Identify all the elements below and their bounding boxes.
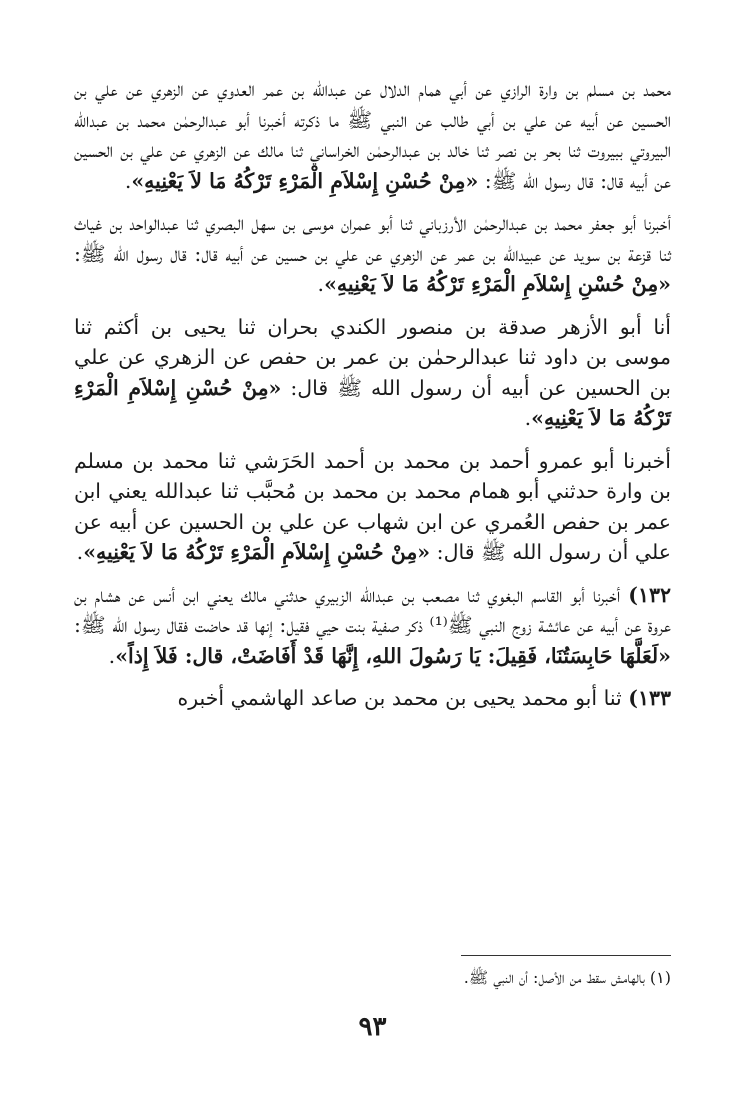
paragraph-4-hadith-quote: «مِنْ حُسْنِ إِسْلاَمِ الْمَرْءِ تَرْكُهُ مَا لاَ يَعْنِيهِ» — [83, 540, 431, 564]
footnote-separator — [461, 955, 671, 956]
paragraph-132-text: أخبرنا أبو القاسم البغوي ثنا مصعب بن عبدالله الزبيري حدثني مالك يعني ابن أنس عن هشام بن عروة عن أبيه عن عائشة زوج النبي ﷺ⁽¹⁾ ذكر صفية بنت حيي فقيل: إنها قد حاضت فقال رسول الله ﷺ: — [74, 582, 671, 637]
paragraph-4-tail: . — [76, 540, 84, 564]
paragraph-3 — [74, 312, 671, 434]
paragraph-4 — [74, 446, 671, 568]
paragraph-132-tail: . — [108, 643, 116, 668]
footnote: (١) بالهامش سقط من الأصل: أن النبي ﷺ. — [463, 968, 671, 987]
paragraph-133 — [74, 683, 671, 714]
paragraph-4-text: أخبرنا أبو عمرو أحمد بن محمد بن أحمد الحَرَشي ثنا محمد بن مسلم بن وارة حدثني أبو همام محمد بن محمد بن مُحبَّب ثنا عبدالله يعني ابن عمر بن حفص العُمري عن ابن شهاب عن علي بن الحسين عن أبيه عن علي أن رسول الله ﷺ قال: — [74, 448, 671, 564]
paragraph-3-text: أنا أبو الأزهر صدقة بن منصور الكندي بحران ثنا يحيى بن أكثم ثنا موسى بن داود ثنا عبدالرحمٰن بن عمر بن حفص عن الزهري عن علي بن الحسين عن أبيه أن رسول الله ﷺ قال: — [74, 314, 671, 400]
paragraph-1 — [74, 74, 671, 196]
paragraph-3-tail: . — [524, 406, 532, 430]
paragraph-133-text: ثنا أبو محمد يحيى بن محمد بن صاعد الهاشمي أخبره — [177, 686, 622, 710]
paragraph-2 — [74, 208, 671, 300]
paragraph-1-text: محمد بن مسلم بن وارة الرازي عن أبي همام الدلال عن عبدالله بن عمر العدوي عن الزهري عن علي بن الحسين عن أبيه عن علي بن أبي طالب عن النبي ﷺ ما ذكرته أخبرنا أبو عبدالرحمٰن محمد بن عبدالله البيروتي ببيروت ثنا بحر بن نصر ثنا خالد بن عبدالرحمٰن الخراساني ثنا مالك عن الزهري عن علي بن الحسين عن أبيه قال: قال رسول الله ﷺ: — [74, 77, 671, 193]
page-number: ٩٣ — [358, 1012, 387, 1042]
hadith-number-132: ١٣٢) — [628, 582, 671, 607]
hadith-number-133: ١٣٣) — [628, 686, 671, 710]
paragraph-2-hadith-quote: «مِنْ حُسْنِ إِسْلاَمِ الْمَرْءِ تَرْكُهُ مَا لاَ يَعْنِيهِ» — [324, 272, 671, 296]
paragraph-3-hadith-quote: «مِنْ حُسْنِ إِسْلاَمِ الْمَرْءِ تَرْكُهُ مَا لاَ يَعْنِيهِ» — [74, 375, 671, 430]
paragraph-1-hadith-quote: «مِنْ حُسْنِ إِسْلاَمِ الْمَرْءِ تَرْكُهُ مَا لاَ يَعْنِيهِ» — [131, 168, 479, 193]
paragraph-132-hadith-quote: «لَعَلَّهَا حَابِسَتُنَا، فَقِيلَ: يَا رَسُولَ اللهِ، إِنَّهَا قَدْ أَفَاضَتْ، قال: فَلاَ إِذاً» — [115, 643, 671, 668]
paragraph-1-tail: . — [124, 168, 132, 193]
paragraph-2-tail: . — [317, 272, 325, 296]
paragraph-2-text: أخبرنا أبو جعفر محمد بن عبدالرحمٰن الأرزباني ثنا أبو عمران موسى بن سهل البصري ثنا عبدالواحد بن غياث ثنا قزعة بن سويد عن عبيدالله بن عمر عن الزهري عن علي بن حسين عن أبيه قال: قال رسول الله ﷺ: — [74, 211, 671, 266]
paragraph-132 — [74, 580, 671, 672]
